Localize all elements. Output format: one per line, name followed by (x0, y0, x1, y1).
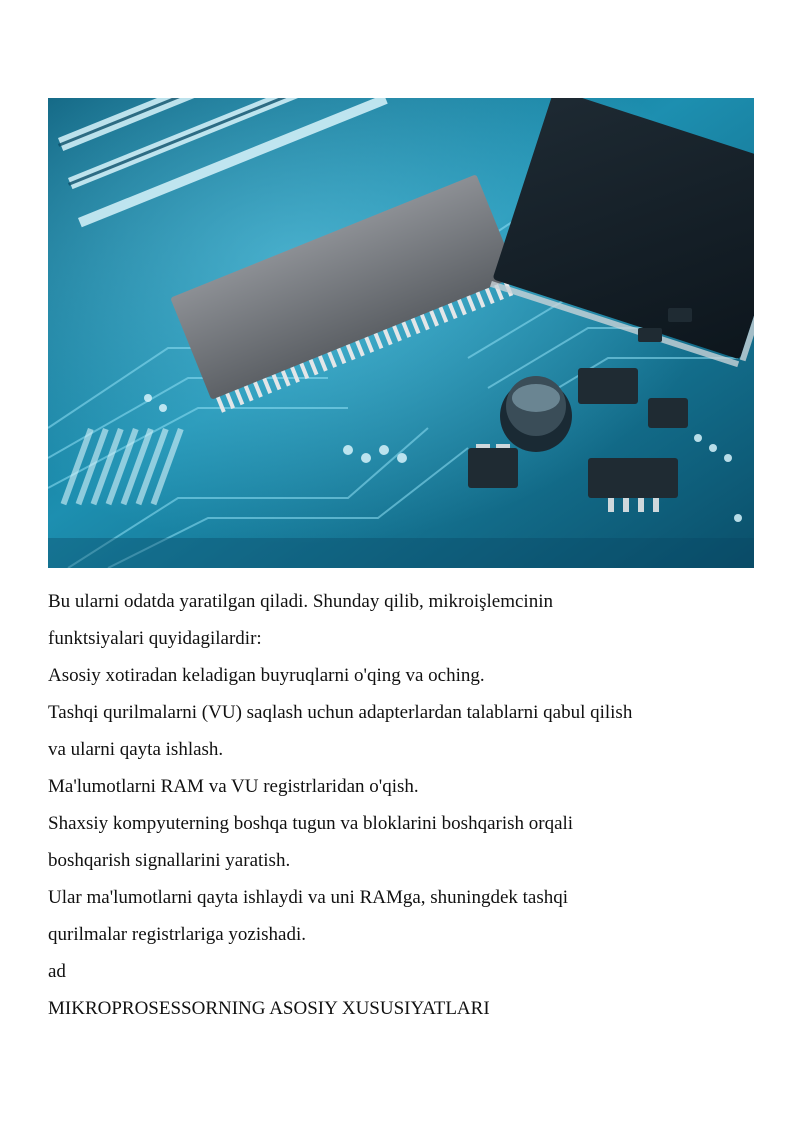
list-line: Asosiy xotiradan keladigan buyruqlarni o'qing va oching. (48, 665, 485, 686)
list-line: Ma'lumotlarni RAM va VU registrlaridan o'qish. (48, 776, 419, 797)
section-heading: MIKROPROSESSORNING ASOSIY XUSUSIYATLARI (48, 998, 490, 1019)
list-line: va ularni qayta ishlash. (48, 739, 224, 760)
list-line: qurilmalar registrlariga yozishadi. (48, 924, 306, 945)
list-line: Shaxsiy kompyuterning boshqa tugun va bloklarini boshqarish orqali (48, 813, 574, 834)
list-line: boshqarish signallarini yaratish. (48, 850, 291, 871)
paragraph-line: Bu ularni odatda yaratilgan qiladi. Shunday qilib, mikroişlemcinin (48, 591, 553, 612)
body-text (48, 583, 748, 1027)
circuit-board-photo (48, 98, 754, 568)
paragraph-line: funktsiyalari quyidagilardir: (48, 628, 262, 649)
list-line: Ular ma'lumotlarni qayta ishlaydi va uni RAMga, shuningdek tashqi (48, 887, 569, 908)
stray-text: ad (48, 961, 66, 982)
list-line: Tashqi qurilmalarni (VU) saqlash uchun adapterlardan talablarni qabul qilish (48, 702, 633, 723)
